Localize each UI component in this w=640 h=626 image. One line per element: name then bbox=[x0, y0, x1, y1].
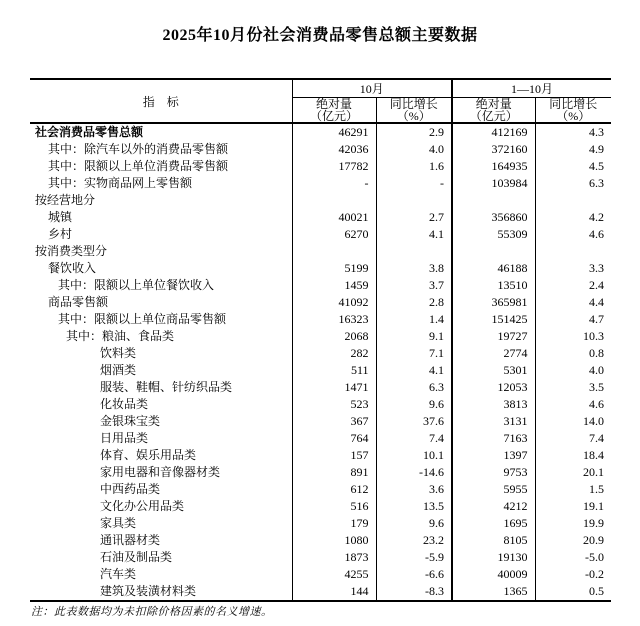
row-value: -0.2 bbox=[535, 566, 611, 583]
row-value: 3.5 bbox=[535, 379, 611, 396]
table-row bbox=[30, 277, 611, 294]
row-indicator-label: 体育、娱乐用品类 bbox=[100, 448, 197, 462]
row-value: 365981 bbox=[452, 294, 535, 311]
row-value: 2.9 bbox=[376, 123, 452, 141]
col-header-janoct-yoy-growth: 同比增长 （%） bbox=[535, 98, 611, 124]
row-indicator-label: 日用品类 bbox=[100, 431, 149, 445]
row-value: 6.3 bbox=[376, 379, 452, 396]
table-row bbox=[30, 430, 611, 447]
row-value: 1397 bbox=[452, 447, 535, 464]
row-value: 17782 bbox=[292, 158, 376, 175]
table-row bbox=[30, 566, 611, 583]
table-row bbox=[30, 226, 611, 243]
footnote: 注：此表数据均为未扣除价格因素的名义增速。 bbox=[31, 606, 273, 618]
row-value: 19130 bbox=[452, 549, 535, 566]
row-value bbox=[452, 243, 535, 260]
row-indicator-label: 商品零售额 bbox=[48, 295, 109, 309]
row-value: 4.6 bbox=[535, 226, 611, 243]
row-value: 151425 bbox=[452, 311, 535, 328]
table-row bbox=[30, 192, 611, 209]
row-value: 4255 bbox=[292, 566, 376, 583]
table-row bbox=[30, 498, 611, 515]
row-value: 8105 bbox=[452, 532, 535, 549]
row-value: 612 bbox=[292, 481, 376, 498]
row-value: 9753 bbox=[452, 464, 535, 481]
row-value: 1080 bbox=[292, 532, 376, 549]
row-value: 40021 bbox=[292, 209, 376, 226]
header-group-row bbox=[30, 79, 611, 98]
row-value: 13.5 bbox=[376, 498, 452, 515]
row-value: 4.5 bbox=[535, 158, 611, 175]
row-value: 4212 bbox=[452, 498, 535, 515]
table-row bbox=[30, 260, 611, 277]
row-value: 891 bbox=[292, 464, 376, 481]
table-row bbox=[30, 515, 611, 532]
row-indicator-label: 中西药品类 bbox=[100, 482, 161, 496]
row-value: 9.1 bbox=[376, 328, 452, 345]
row-value: 1365 bbox=[452, 583, 535, 601]
row-indicator-label: 石油及制品类 bbox=[100, 550, 173, 564]
row-value: 0.8 bbox=[535, 345, 611, 362]
table-row bbox=[30, 328, 611, 345]
row-value: -8.3 bbox=[376, 583, 452, 601]
row-value: 4.4 bbox=[535, 294, 611, 311]
table-row bbox=[30, 175, 611, 192]
row-value: 6270 bbox=[292, 226, 376, 243]
row-value: 511 bbox=[292, 362, 376, 379]
row-value: 4.3 bbox=[535, 123, 611, 141]
row-value: 10.3 bbox=[535, 328, 611, 345]
row-value: -5.0 bbox=[535, 549, 611, 566]
row-value: 4.9 bbox=[535, 141, 611, 158]
row-value: -5.9 bbox=[376, 549, 452, 566]
row-indicator-label: 金银珠宝类 bbox=[100, 414, 161, 428]
row-value: 1459 bbox=[292, 277, 376, 294]
row-value: 0.5 bbox=[535, 583, 611, 601]
row-value: 20.1 bbox=[535, 464, 611, 481]
table-row bbox=[30, 209, 611, 226]
row-value: 46188 bbox=[452, 260, 535, 277]
row-value: 18.4 bbox=[535, 447, 611, 464]
row-indicator-label: 化妆品类 bbox=[100, 397, 149, 411]
row-value bbox=[535, 192, 611, 209]
row-value: 5199 bbox=[292, 260, 376, 277]
row-value: 3.7 bbox=[376, 277, 452, 294]
row-indicator-label: 建筑及装潢材料类 bbox=[100, 584, 197, 598]
table-row bbox=[30, 379, 611, 396]
row-value: - bbox=[292, 175, 376, 192]
row-indicator-label: 服装、鞋帽、针纺织品类 bbox=[100, 380, 233, 394]
row-value: 1.4 bbox=[376, 311, 452, 328]
row-value: 4.1 bbox=[376, 362, 452, 379]
row-value: 19.1 bbox=[535, 498, 611, 515]
row-value: 5301 bbox=[452, 362, 535, 379]
row-value: -14.6 bbox=[376, 464, 452, 481]
row-value: 41092 bbox=[292, 294, 376, 311]
row-value: 4.6 bbox=[535, 396, 611, 413]
row-value: 3.6 bbox=[376, 481, 452, 498]
row-value bbox=[292, 192, 376, 209]
row-value: 19727 bbox=[452, 328, 535, 345]
row-value: 3131 bbox=[452, 413, 535, 430]
row-value: 1471 bbox=[292, 379, 376, 396]
row-indicator-label: 其中：限额以上单位消费品零售额 bbox=[48, 159, 229, 173]
row-value: 1873 bbox=[292, 549, 376, 566]
table-row bbox=[30, 549, 611, 566]
table-row bbox=[30, 345, 611, 362]
table-row bbox=[30, 481, 611, 498]
col-group-jan-oct: 1—10月 bbox=[452, 79, 611, 98]
row-value bbox=[535, 243, 611, 260]
row-value: 1695 bbox=[452, 515, 535, 532]
row-value: 3.8 bbox=[376, 260, 452, 277]
row-value: 356860 bbox=[452, 209, 535, 226]
row-indicator-label: 烟酒类 bbox=[100, 363, 137, 377]
row-indicator-label: 其中：粮油、食品类 bbox=[66, 329, 175, 343]
row-value: 7.4 bbox=[376, 430, 452, 447]
row-value: 16323 bbox=[292, 311, 376, 328]
row-value: 20.9 bbox=[535, 532, 611, 549]
row-indicator-label: 其中：限额以上单位餐饮收入 bbox=[58, 278, 215, 292]
row-indicator-label: 乡村 bbox=[48, 227, 73, 241]
row-value bbox=[376, 192, 452, 209]
row-value: 9.6 bbox=[376, 515, 452, 532]
row-value: 179 bbox=[292, 515, 376, 532]
row-value bbox=[292, 243, 376, 260]
row-value: 523 bbox=[292, 396, 376, 413]
row-indicator-label: 按消费类型分 bbox=[35, 244, 108, 258]
row-value bbox=[452, 192, 535, 209]
row-value: 9.6 bbox=[376, 396, 452, 413]
row-value: 10.1 bbox=[376, 447, 452, 464]
row-value: 6.3 bbox=[535, 175, 611, 192]
row-value: 144 bbox=[292, 583, 376, 601]
row-indicator-label: 汽车类 bbox=[100, 567, 137, 581]
row-value: 1.5 bbox=[535, 481, 611, 498]
table-row bbox=[30, 123, 611, 141]
table-row bbox=[30, 447, 611, 464]
page-title: 2025年10月份社会消费品零售总额主要数据 bbox=[162, 27, 478, 44]
row-value: 12053 bbox=[452, 379, 535, 396]
row-value: 367 bbox=[292, 413, 376, 430]
row-value: 4.1 bbox=[376, 226, 452, 243]
table-body bbox=[30, 123, 611, 601]
col-header-indicator: 指 标 bbox=[30, 79, 292, 123]
row-value: 37.6 bbox=[376, 413, 452, 430]
table-row bbox=[30, 294, 611, 311]
row-indicator-label: 家具类 bbox=[100, 516, 137, 530]
row-value bbox=[376, 243, 452, 260]
row-value: 55309 bbox=[452, 226, 535, 243]
col-group-october: 10月 bbox=[292, 79, 452, 98]
row-indicator-label: 通讯器材类 bbox=[100, 533, 161, 547]
row-value: 2.7 bbox=[376, 209, 452, 226]
table-row bbox=[30, 243, 611, 260]
table-row bbox=[30, 362, 611, 379]
row-value: 19.9 bbox=[535, 515, 611, 532]
row-indicator-label: 饮料类 bbox=[100, 346, 137, 360]
table-row bbox=[30, 464, 611, 481]
row-value: - bbox=[376, 175, 452, 192]
row-indicator-label: 其中：除汽车以外的消费品零售额 bbox=[48, 142, 229, 156]
row-value: 2.8 bbox=[376, 294, 452, 311]
row-value: 3813 bbox=[452, 396, 535, 413]
data-table bbox=[30, 78, 611, 602]
row-value: 7.1 bbox=[376, 345, 452, 362]
table-row bbox=[30, 141, 611, 158]
table-row bbox=[30, 311, 611, 328]
row-value: 40009 bbox=[452, 566, 535, 583]
row-value: 164935 bbox=[452, 158, 535, 175]
row-value: 7163 bbox=[452, 430, 535, 447]
row-indicator-label: 城镇 bbox=[48, 210, 73, 224]
row-value: 2774 bbox=[452, 345, 535, 362]
row-value: 5955 bbox=[452, 481, 535, 498]
row-value: 7.4 bbox=[535, 430, 611, 447]
retail-sales-table bbox=[30, 78, 611, 602]
row-value: -6.6 bbox=[376, 566, 452, 583]
col-header-janoct-absolute: 绝对量 （亿元） bbox=[452, 98, 535, 124]
row-indicator-label: 餐饮收入 bbox=[48, 261, 97, 275]
row-value: 23.2 bbox=[376, 532, 452, 549]
row-value: 2.4 bbox=[535, 277, 611, 294]
row-value: 103984 bbox=[452, 175, 535, 192]
row-indicator-label: 其中：限额以上单位商品零售额 bbox=[58, 312, 227, 326]
col-header-oct-absolute: 绝对量 （亿元） bbox=[292, 98, 376, 124]
row-value: 282 bbox=[292, 345, 376, 362]
row-value: 372160 bbox=[452, 141, 535, 158]
row-value: 4.0 bbox=[376, 141, 452, 158]
row-value: 46291 bbox=[292, 123, 376, 141]
table-row bbox=[30, 532, 611, 549]
row-value: 764 bbox=[292, 430, 376, 447]
row-value: 4.2 bbox=[535, 209, 611, 226]
row-indicator-label: 家用电器和音像器材类 bbox=[100, 465, 221, 479]
row-value: 13510 bbox=[452, 277, 535, 294]
table-row bbox=[30, 413, 611, 430]
row-indicator-label: 社会消费品零售总额 bbox=[35, 125, 144, 139]
row-value: 1.6 bbox=[376, 158, 452, 175]
row-value: 516 bbox=[292, 498, 376, 515]
table-row bbox=[30, 396, 611, 413]
row-value: 3.3 bbox=[535, 260, 611, 277]
row-value: 157 bbox=[292, 447, 376, 464]
row-value: 4.7 bbox=[535, 311, 611, 328]
row-value: 42036 bbox=[292, 141, 376, 158]
table-row bbox=[30, 158, 611, 175]
table-row bbox=[30, 583, 611, 601]
row-indicator-label: 按经营地分 bbox=[35, 193, 96, 207]
row-value: 14.0 bbox=[535, 413, 611, 430]
row-indicator-label: 其中：实物商品网上零售额 bbox=[48, 176, 193, 190]
row-value: 4.0 bbox=[535, 362, 611, 379]
col-header-oct-yoy-growth: 同比增长 （%） bbox=[376, 98, 452, 124]
row-indicator-label: 文化办公用品类 bbox=[100, 499, 185, 513]
row-value: 412169 bbox=[452, 123, 535, 141]
row-value: 2068 bbox=[292, 328, 376, 345]
